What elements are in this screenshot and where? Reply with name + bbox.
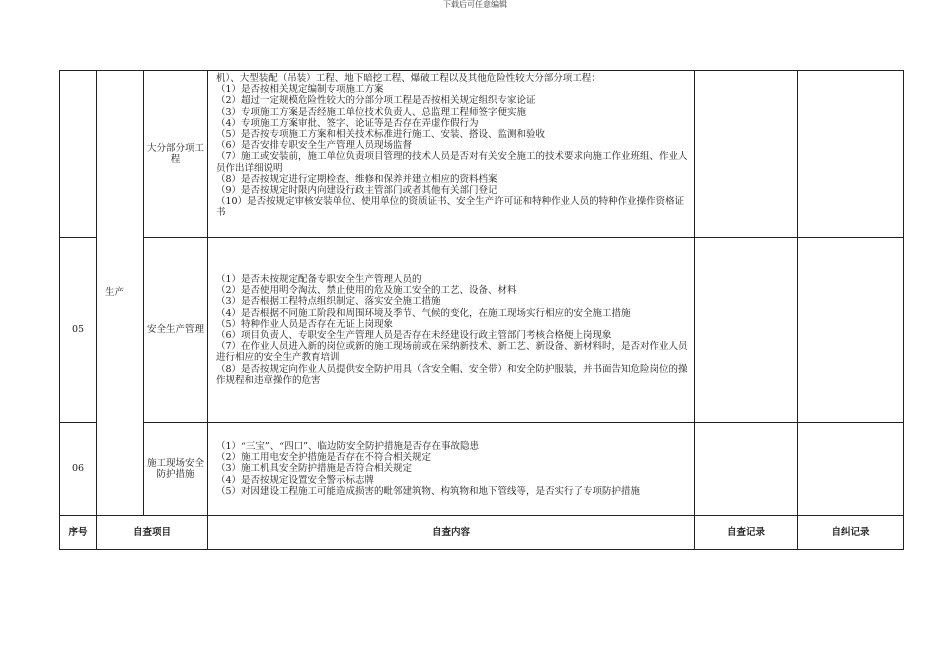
content-line: （8）是否按规定向作业人员提供安全防护用具（含安全帽、安全带）和安全防护服装，并书面告知危险岗位的操作规程和违章操作的危害: [216, 363, 688, 386]
content-line: （3）专项施工方案是否经施工单位技术负责人、总监理工程师签字便实施: [216, 106, 527, 118]
content-line: （5）对因建设工程施工可能造成损害的毗邻建筑物、构筑物和地下管线等，是否实行了专项防护措施: [216, 485, 641, 497]
content-line: （2）超过一定规模危险性较大的分部分项工程是否按相关规定组织专家论证: [216, 95, 536, 107]
item-cell: 大分部分项工程: [144, 71, 208, 238]
item-cell: 安全生产管理: [144, 238, 208, 423]
content-line: （2）施工用电安全护措施是否存在不符合相关规定: [216, 452, 432, 464]
content-line: （6）项目负责人、专职安全生产管理人员是否存在未经建设行政主管部门考核合格便上岗现象: [216, 330, 612, 341]
header-item: 自查项目: [97, 516, 208, 550]
content-line: （4）专项施工方案审批、签字、论证等是否存在弄虚作假行为: [216, 117, 479, 129]
table-header-row: [60, 516, 904, 550]
header-content: 自查内容: [208, 516, 695, 550]
content-line: （3）是否根据工程特点组织制定、落实安全施工措施: [216, 296, 441, 308]
content-cell: [208, 238, 695, 423]
content-line: （8）是否按规定进行定期检查、维修和保养并建立相应的资料档案: [216, 173, 498, 185]
item-cell: 施工现场安全防护措施: [144, 423, 208, 516]
content-line: （7）在作业人员进入新的岗位或新的施工现场前或在采纳新技术、新工艺、新设备、新材料时，是否对作业人员进行相应的安全生产教育培训: [216, 341, 688, 364]
content-line: （6）是否安排专职安全生产管理人员现场监督: [216, 140, 413, 152]
content-line: （5）是否按专项施工方案和相关技术标准进行施工、安装、搭设、监测和验收: [216, 129, 546, 141]
content-line: （9）是否按规定时限内向建设行政主管部门或者其他有关部门登记: [216, 185, 498, 197]
row-number-cell: [60, 71, 97, 238]
content-line: （4）是否按规定设置安全警示标志牌: [216, 474, 375, 486]
download-watermark: 下载后可任意编辑: [443, 0, 507, 9]
header-correction: 自纠记录: [798, 516, 904, 550]
content-line: （3）施工机具安全防护措施是否符合相关规定: [216, 463, 413, 475]
correction-cell[interactable]: [798, 71, 904, 238]
correction-cell[interactable]: [798, 423, 904, 516]
content-line: （1）是否按相关规定编制专项施工方案: [216, 84, 384, 96]
row-number-cell: 06: [60, 423, 97, 516]
content-line: （1）“三宝”、“四口”、临边防安全防护措施是否存在事故隐患: [216, 440, 479, 452]
content-line: （5）特种作业人员是否存在无证上岗现象: [216, 318, 394, 330]
content-line: 机）、大型装配（吊装）工程、地下暗挖工程、爆破工程以及其他危险性较大分部分项工程：: [216, 73, 601, 84]
content-line: （4）是否根据不同施工阶段和周围环境及季节、气候的变化，在施工现场实行相应的安全施工措施: [216, 307, 631, 319]
record-cell[interactable]: [695, 238, 798, 423]
self-inspection-table: [59, 70, 904, 550]
record-cell[interactable]: [695, 71, 798, 238]
record-cell[interactable]: [695, 423, 798, 516]
content-line: （10）是否按规定审核安装单位、使用单位的资质证书、安全生产许可证和特种作业人员的特种作业操作资格证书: [216, 196, 685, 219]
table-row: [60, 423, 904, 516]
row-number-cell: 05: [60, 238, 97, 423]
content-cell: [208, 71, 695, 238]
header-number: 序号: [60, 516, 97, 550]
content-line: （7）施工或安装前，施工单位负责项目管理的技术人员是否对有关安全施工的技术要求向施工作业班组、作业人员作出详细说明: [216, 151, 688, 174]
table-row: [60, 238, 904, 423]
content-line: （1）是否未按规定配备专职安全生产管理人员的: [216, 273, 422, 285]
header-record: 自查记录: [695, 516, 798, 550]
table-row: [60, 71, 904, 238]
content-line: （2）是否使用明令淘汰、禁止使用的危及施工安全的工艺、设备、材料: [216, 285, 517, 297]
correction-cell[interactable]: [798, 238, 904, 423]
content-cell: [208, 423, 695, 516]
category-cell: 生产: [97, 71, 144, 516]
